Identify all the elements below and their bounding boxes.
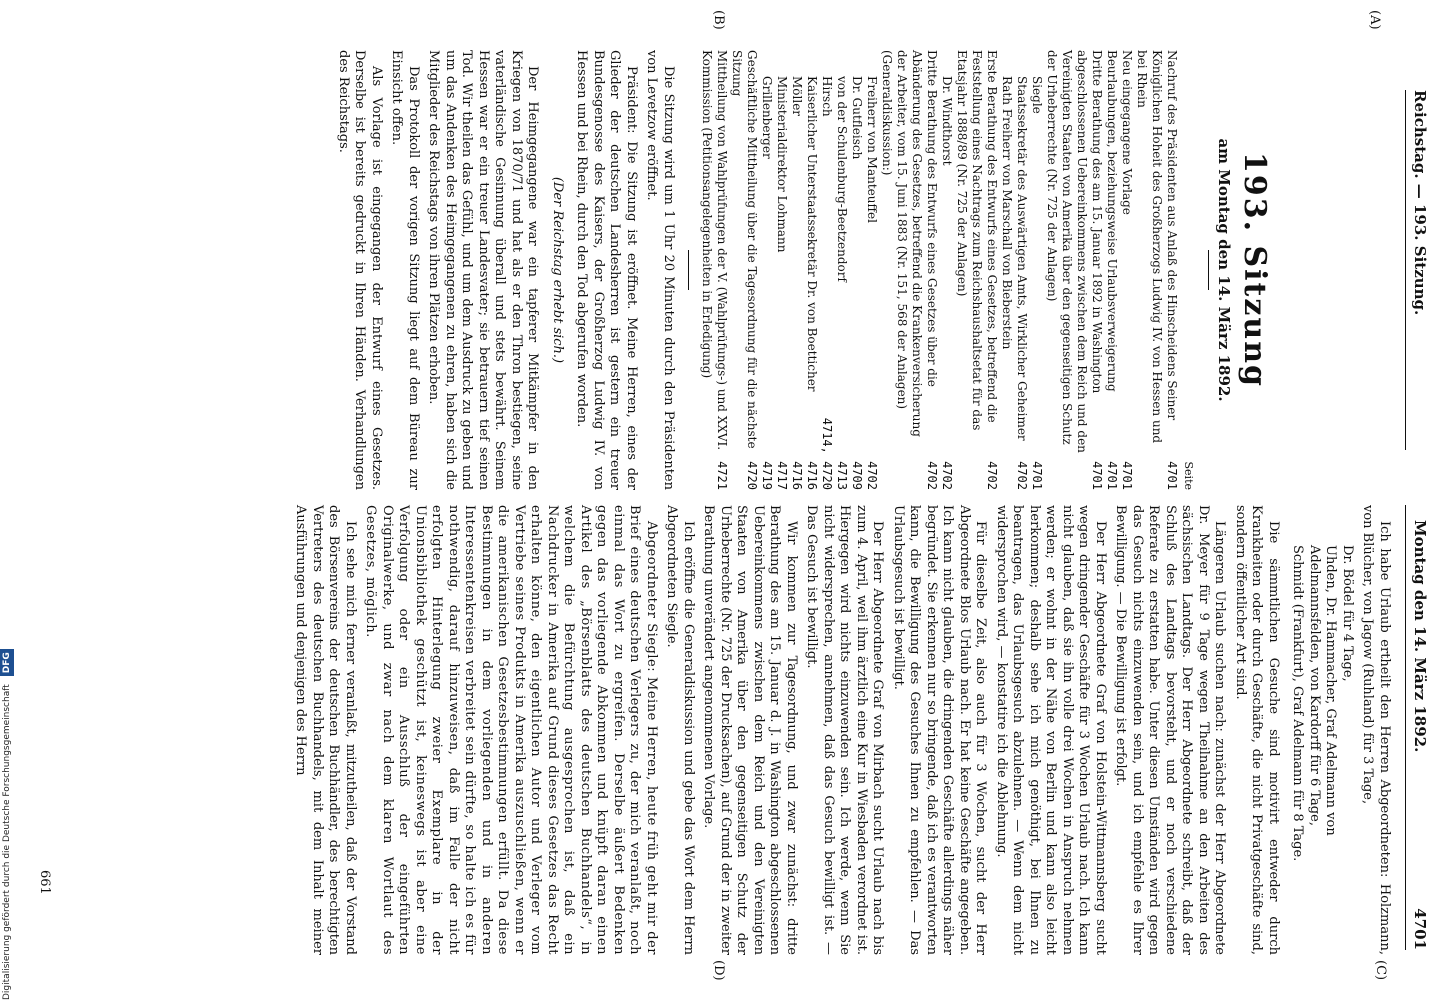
president-speech-2: Der Heimgegangene war ein tapferer Mitkämpfer in den Kriegen von 1870/71 und hat als er den Thron bestiegen, seine vaterländische Gesinnung überall und stets bewährt. Seinem Hessen war er ein treuer Landesvater; sie betrauern tief seinen Tod. Wir theilen das Gefühl, und um dem Ausdruck zu geben und um das Andenken des Heimgegangenen zu ehren, haben sich die Mitglieder des Reichstags von ihren Plätzen erhoben. — [426, 50, 541, 490]
toc-entry — [1044, 50, 1104, 490]
toc-entry-page: 4702 — [1015, 461, 1029, 490]
toc-entry-page: 4719 — [760, 461, 774, 490]
toc-entry-page: 4717 — [775, 461, 789, 490]
running-head-left: Reichstag. — 193. Sitzung. — [1411, 90, 1429, 316]
marker-d: (D) — [711, 960, 726, 981]
toc-entry-text: Hirsch — [820, 76, 834, 117]
left-column — [331, 50, 1393, 490]
toc-entry-page: 4702 — [985, 461, 999, 490]
toc-entry — [939, 50, 954, 490]
opening-statement: Die Sitzung wird um 1 Uhr 20 Minuten durch den Präsidenten von Levetzow eröffnet. — [644, 50, 676, 490]
toc-entry — [729, 50, 759, 490]
toc-entry — [1134, 50, 1179, 490]
toc-entry-page: 4713 — [835, 461, 849, 490]
paragraph-5: Der Herr Abgeordnete Graf von Mirbach sucht Urlaub nach bis zum 4. April, weil ihm ärztlich eine Kur in Wiesbaden verordnet ist. Hiergegen wird nichts einzuwenden sein. Ich werde, wenn Sie nicht widersprechen, annehmen, daß das Gesuch bewilligt ist. — Das Gesuch ist bewilligt. — [804, 505, 886, 955]
toc-entry-page: 4701 — [1165, 461, 1179, 490]
toc-seite-label: Seite — [1182, 461, 1195, 490]
title-rule — [1208, 250, 1209, 290]
toc-entry-text: Möller — [790, 76, 804, 117]
toc-entry-text: von der Schulenburg-Beetzendorf — [835, 76, 849, 282]
running-head — [1409, 90, 1431, 950]
paragraph-4: Für dieselbe Zeit, also auch für 3 Wochen, sucht der Herr Abgeordnete Blos Urlaub nach. Er hat keine Geschäfte angegeben. Ich kann nicht glauben, die dringenden Geschäfte allerdings näher begründet. Sie erkennen nur so bringende, daß ich es verantworten kann, die Bewilligung des Gesuches Ihnen zu empfehlen. — Das Urlaubsgesuch ist bewilligt. — [891, 505, 989, 955]
paragraph-6: Wir kommen zur Tagesordnung, und zwar zunächst: dritte Berathung des am 15. Januar d. J. in Washington abgeschlossenen Uebereinkommens zwischen dem Reich und den Vereinigten Staaten von Amerika über den gegenseitigen Schutz der Urheberrechte (Nr. 725 der Drucksachen), auf Grund der in zweiter Berathung unverändert angenommenen Vorlage. — [701, 505, 799, 955]
toc-entry-text: Dritte Berathung des Entwurfs eines Gesetzes über die Abänderung des Gesetzes, betreffend die Krankenversicherung der Arbeiter, vom 15. Juni 1883 (Nr. 151, 568 der Anlagen) — [895, 50, 939, 437]
session-title: 193. Sitzung — [1237, 151, 1272, 389]
paragraph-1: Die sämmtlichen Gesuche sind motivirt entweder durch Krankheiten oder durch Geschäfte, die nicht Privatgeschäfte sind, sondern öffentlicher Art sind. — [1233, 505, 1281, 955]
session-date: am Montag den 14. März 1892. — [1215, 138, 1233, 402]
toc-entry-page: 4714, 4720 — [820, 417, 834, 490]
toc-entry — [954, 50, 999, 490]
toc-entry-page: 4701 — [1105, 461, 1119, 490]
toc-entry-page: 4701 — [1030, 461, 1044, 490]
toc-entry-text: Kaiserlicher Unterstaatssekretär Dr. von Boetticher — [805, 76, 819, 392]
paragraph-8: Abgeordneter Siegle: Meine Herren, heute früh geht mir der Brief eines deutschen Verlegers zu, der mich veranlaßt, noch einmal das Wort zu ergreifen. Derselbe äußert Bedenken gegen das vorliegende Abkommen und knüpft daran einen Artikel des „Börsenblatts des deutschen Buchhandels“, in welchem die Befürchtung ausgesprochen ist, daß ein Nachdrucker in Amerika auf Grund dieses Gesetzes das Recht erhalten könne, den eigentlichen Autor und Verleger vom Vertriebe seines Produkts in Amerika auszuschließen, wenn er die amerikanischen Gesetzesbestimmungen erfüllt. Da diese Bestimmungen in dem vorliegenden und in anderen Interessentenkreisen verbreitet sein dürfte, so halte ich es für nothwendig, darauf hinzuweisen, daß im Falle der nicht erfolgten Hinterlegung zweier Exemplare in der Unionsbibliothek geschützt ist, keineswegs ist aber eine Verfolgung oder ein Ausschluß der eingeführten Originalwerke, und zwar nach dem klaren Wortlaut des Gesetzes, möglich. — [363, 505, 659, 955]
protocol-note: Das Protokoll der vorigen Sitzung liegt auf dem Büreau zur Einsicht offen. — [389, 50, 421, 490]
toc-entry-text: Grillenberger — [760, 76, 774, 159]
toc-rule — [688, 250, 689, 290]
toc-entry-text: (Generaldiskussion:) — [880, 50, 894, 176]
toc-entry — [774, 50, 789, 490]
toc-entry-text: Dritte Berathung des am 15. Januar 1892 in Washington abgeschlossenen Uebereinkommens zwischen dem Reich und den Vereinigten Staaten von Amerika über den gegenseitigen Schutz der Urheberrechte (Nr. 725 der Anlagen) — [1045, 50, 1104, 453]
marker-b: (B) — [711, 10, 726, 30]
toc-entry — [1119, 50, 1134, 490]
toc-entry-text: Mittheilung von Wahlprüfungen der V. (Wahlprüfungs-) und XXVI. Kommission (Petitionsangelegenheiten in Erledigung) — [700, 50, 729, 451]
table-of-contents — [699, 50, 1196, 490]
toc-entry-text: Freiherr von Manteuffel — [865, 76, 879, 223]
toc-entry — [789, 50, 804, 490]
toc-entry-text: Staatssekretär des Auswärtigen Amts, Wirklicher Geheimer Rath Freiherr von Marschall von Bieberstein — [1000, 76, 1029, 441]
urlaub-list — [1289, 545, 1355, 955]
paragraph-7: Ich eröffne die Generaldiskussion und gebe das Wort dem Herrn Abgeordneten Siegle. — [664, 505, 696, 955]
toc-entry-page: 4716 — [805, 461, 819, 490]
toc-entry — [804, 50, 819, 490]
toc-entry-text: Beurlaubungen, beziehungsweise Urlaubsverweigerung — [1105, 50, 1119, 392]
vorlage-note: Als Vorlage ist eingegangen der Entwurf eines Gesetzes. Derselbe ist bereits gedruckt in Ihren Händen. Verhandlungen des Reichstags. — [336, 50, 384, 490]
marker-a: (A) — [1367, 10, 1382, 30]
toc-entry — [849, 50, 864, 490]
stage-direction: (Der Reichstag erhebt sich.) — [550, 176, 565, 364]
urlaub-list-item: Uhden, Dr. Hammacher, Graf Adelmann von Adelmannsfelden, von Kardorff für 6 Tage, — [1307, 545, 1339, 836]
toc-entry — [894, 50, 939, 490]
urlaub-intro: Ich habe Urlaub ertheilt den Herren Abgeordneten: Holzmann, von Blücher, von Jagow (Ruhland) für 3 Tage, — [1360, 505, 1392, 955]
toc-entry-text: Dr. Windthorst — [940, 76, 954, 166]
digitization-footer — [0, 0, 14, 1000]
toc-entry-text: Erste Berathung des Entwurfs eines Gesetzes, betreffend die Feststellung eines Nachtrags zum Reichshaushaltsetat für das Etatsjahr 1888/89 (Nr. 725 der Anlagen) — [955, 50, 999, 431]
toc-entry-page: 4716 — [790, 461, 804, 490]
toc-entry — [1104, 50, 1119, 490]
toc-entry — [819, 50, 834, 490]
toc-entry-page: 4701 — [1120, 461, 1134, 490]
toc-entry — [1029, 50, 1044, 490]
toc-entry — [864, 50, 879, 490]
signature-mark: 661 — [37, 870, 52, 895]
toc-entry-text: Neu eingegangene Vorlage — [1120, 50, 1134, 215]
toc-entry — [999, 50, 1029, 490]
footer-text: Digitalisierung gefördert durch die Deutsche Forschungsgemeinschaft — [2, 684, 12, 1000]
toc-entry-page: 4721 — [715, 461, 729, 490]
urlaub-list-item: Dr. Bödel für 4 Tage, — [1340, 545, 1355, 682]
paragraph-9: Ich sehe mich ferner veranlaßt, mitzutheilen, daß der Vorstand des Börsenvereins der deutschen Buchhändler, des berechtigten Vertreters des deutschen Buchhandels, mit dem Inhalt meiner Ausführungen und denjenigen des Herrn — [293, 505, 358, 955]
right-column — [288, 505, 1392, 955]
urlaub-list-item: Schmidt (Frankfurt), Graf Adelmann für 8 Tage. — [1290, 545, 1306, 862]
toc-entry-page: 4702 — [940, 461, 954, 490]
head-rule-left — [1405, 90, 1406, 450]
president-speech-1: Präsident: Die Sitzung ist eröffnet. Meine Herren, eines der Glieder der deutschen Landesherren ist gestern ein treuer Bundesgenosse des Kaisers, der Großherzog Ludwig IV. von Hessen und bei Rhein, durch den Tod abgerufen worden. — [574, 50, 639, 490]
toc-entry-text: Siegle — [1030, 76, 1044, 114]
toc-entry-text: Geschäftliche Mittheilung über die Tagesordnung für die nächste Sitzung — [730, 50, 759, 449]
marker-c: (C) — [1373, 960, 1388, 981]
toc-entry-text: Dr. Gutfleisch — [850, 76, 864, 160]
paragraph-2: Längeren Urlaub suchen nach: zunächst der Herr Abgeordnete Dr. Meyer für 9 Tage wegen Theilnahme an den Arbeiten des sächsischen Landtags. Der Herr Abgeordnete schreibt, daß der Schluß des Landtags bevorsteht, und er noch verschiedene Referate zu erstatten habe. Unter diesen Umständen wird gegen das Gesuch nichts einzuwenden sein, und ich empfehle es Ihrer Bewilligung. — Die Bewilligung ist erfolgt. — [1113, 505, 1228, 955]
toc-entry-text: Nachruf des Präsidenten aus Anlaß des Hinscheidens Seiner Königlichen Hoheit des Großherzogs Ludwig IV. von Hessen und bei Rhein — [1135, 50, 1179, 444]
page-number: 4701 — [1411, 908, 1429, 950]
running-head-right: Montag den 14. März 1892. — [1411, 520, 1429, 753]
toc-entry-page: 4702 — [925, 461, 939, 490]
dfg-logo: DFG — [0, 649, 14, 676]
toc-entry — [759, 50, 774, 490]
toc-entry-page: 4709 — [850, 461, 864, 490]
toc-entry — [699, 50, 729, 490]
toc-entry — [834, 50, 849, 490]
toc-entry-page: 4702 — [865, 461, 879, 490]
toc-entry-page: 4701 — [1090, 461, 1104, 490]
toc-entry-text: Ministerialdirektor Lohmann — [775, 76, 789, 253]
paragraph-3: Der Herr Abgeordnete Graf von Holstein-Wittmannsberg sucht wegen dringender Geschäfte für 3 Wochen Urlaub nach. Ich kann nicht glauben, daß sie ihn volle drei Wochen in Anspruch nehmen werden; er wohnt in der Nähe von Berlin und kann also leicht herkommen; deshalb sehe ich mich genöthigt, bei Ihnen zu beantragen, das Urlaubsgesuch abzulehnen. — Wenn dem nicht widersprochen wird, — konstatire ich die Ablehnung. — [994, 505, 1108, 955]
head-rule-right — [1405, 505, 1406, 950]
toc-entry — [879, 50, 894, 490]
toc-entry-page: 4720 — [745, 461, 759, 490]
